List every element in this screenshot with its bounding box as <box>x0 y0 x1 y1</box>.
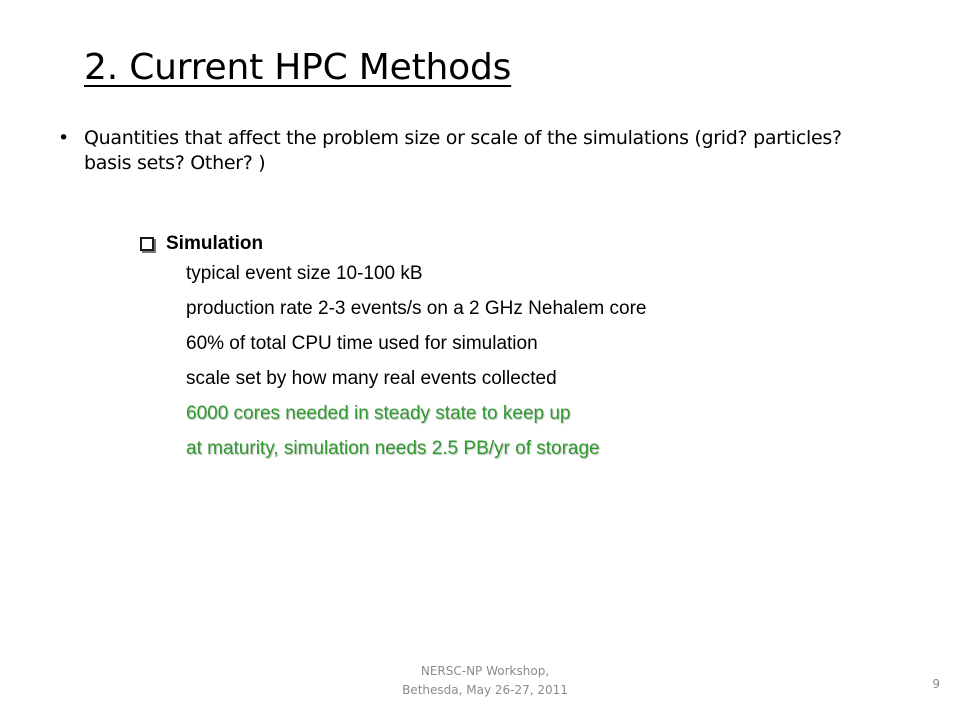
bullet-icon: • <box>58 127 69 149</box>
footer <box>385 662 585 700</box>
section-heading <box>138 232 838 256</box>
bullet-item <box>58 126 878 176</box>
highlight-line: at maturity, simulation needs 2.5 PB/yr of storage <box>186 438 600 459</box>
slide-title: 2. Current HPC Methods <box>84 47 512 88</box>
section-title: Simulation <box>166 233 264 254</box>
simulation-section <box>138 232 838 466</box>
section-lines <box>138 256 838 466</box>
simulation-line: scale set by how many real events collected <box>186 368 557 389</box>
simulation-line: production rate 2-3 events/s on a 2 GHz Nehalem core <box>186 298 647 319</box>
checkbox-icon <box>140 237 154 251</box>
highlight-line: 6000 cores needed in steady state to keep up <box>186 403 571 424</box>
bullet-text: Quantities that affect the problem size or scale of the simulations (grid? particles? basis sets? Other? ) <box>84 127 842 174</box>
simulation-line: 60% of total CPU time used for simulation <box>186 333 538 354</box>
simulation-line: typical event size 10-100 kB <box>186 263 423 284</box>
page-number: 9 <box>932 677 940 691</box>
footer-line: Bethesda, May 26-27, 2011 <box>402 683 568 697</box>
footer-line: NERSC-NP Workshop, <box>420 664 550 678</box>
